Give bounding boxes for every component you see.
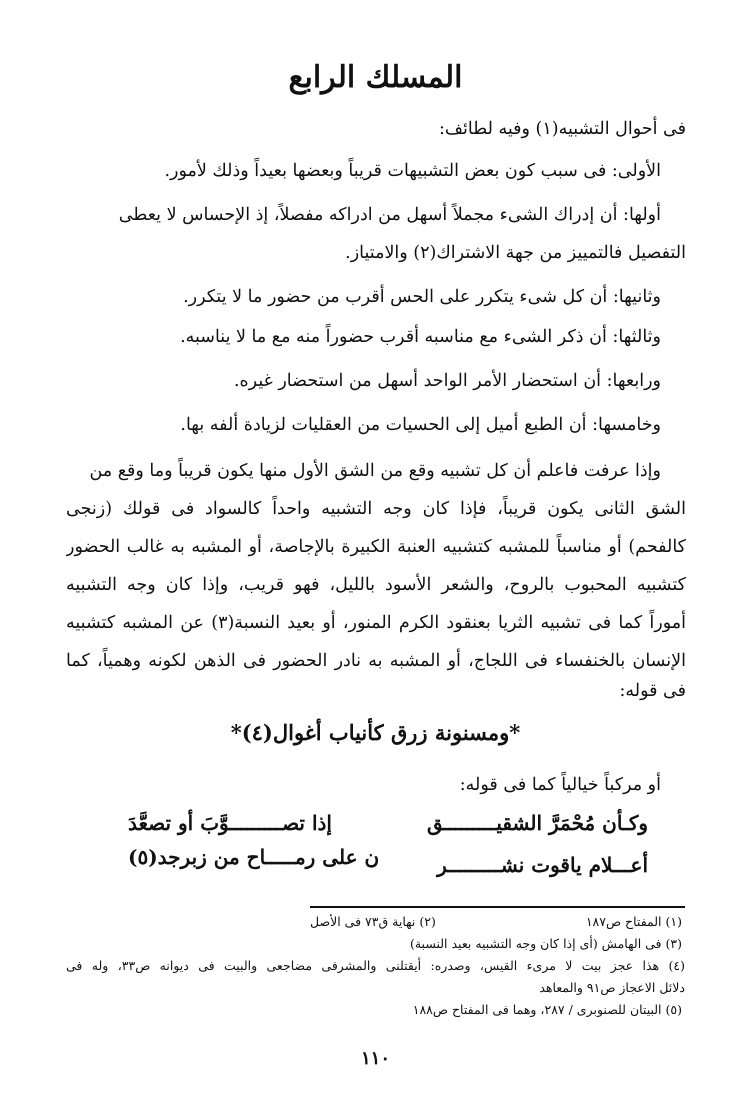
reason-2-label: وثانيها: [612, 287, 661, 307]
reason-1-line-1 [66, 200, 661, 230]
paragraph-line-2: الشق الثانى يكون قريباً، فإذا كان وجه التشبيه واحداً كالسواد فى قولك (زنجى [66, 499, 686, 519]
first-point-label: الأولى: [611, 161, 661, 181]
paragraph-line-4: كتشبيه المحبوب بالروح، والشعر الأسود بالليل، فهو قريب، وإذا كان وجه التشبيه [66, 575, 686, 595]
footnote-1: (١) المفتاح ص١٨٧ [585, 914, 682, 929]
reason-1-label: أولها: [623, 205, 661, 225]
paragraph-line-3: كالفحم) أو مناسباً للمشبه كتشبيه العنبة الكبيرة بالإجاصة، أو المشبه به غالب الحضور [66, 537, 686, 557]
verse-1-right-hemistich: وكـأن مُحْمَرَّ الشقيـــــــــق [426, 811, 648, 835]
reason-3-label: وثالثها: [612, 327, 661, 347]
footnote-divider [310, 906, 685, 908]
reason-1-line-2: التفصيل فالتمييز من جهة الاشتراك(٢) والامتياز. [345, 243, 686, 263]
first-point-text: فى سبب كون بعض التشبيهات قريباً وبعضها بعيداً وذلك لأمور. [164, 161, 607, 181]
quoted-hemistich: *ومسنونة زرق كأنياب أغوال(٤)* [230, 720, 521, 745]
verse-1-left-hemistich: إذا تصـــــــــوَّبَ أو تصعَّدَ [128, 811, 332, 835]
reason-4 [66, 366, 661, 396]
second-intro-line: أو مركباً خيالياً كما فى قوله: [459, 775, 661, 795]
paragraph-line-6: الإنسان بالخنفساء فى اللجاج، أو المشبه به نادر الحضور فى الذهن لكونه وهمياً، كما [66, 651, 686, 671]
footnote-5: (٥) البيتان للصنوبرى / ٢٨٧، وهما فى المفتاح ص١٨٨ [412, 1002, 682, 1017]
intro-line: فى أحوال التشبيه(١) وفيه لطائف: [439, 119, 686, 139]
footnote-3: (٣) فى الهامش (أى إذا كان وجه التشبيه بعيد النسبة) [409, 936, 682, 951]
paragraph-line-7: فى قوله: [619, 681, 686, 701]
reason-5-text: أن الطبع أميل إلى الحسيات من العقليات لزيادة ألفه بها. [180, 415, 587, 435]
reason-5 [66, 410, 661, 440]
chapter-heading: المسلك الرابع [288, 60, 463, 95]
verse-2-right-hemistich: أعـــلام ياقوت نشـــــــــر [437, 853, 648, 877]
page-number: ١١٠ [360, 1048, 390, 1069]
footnote-2: (٢) نهاية ق٧٣ فى الأصل [310, 914, 436, 929]
reason-2 [66, 282, 661, 312]
paragraph-line-5: أموراً كما فى تشبيه الثريا بعنقود الكرم المنور، أو بعيد النسبة(٣) عن المشبه كتشبيه [66, 613, 686, 633]
verse-2-left-hemistich: ن على رمـــــاح من زبرجد(٥) [128, 845, 380, 869]
reason-4-label: ورابعها: [606, 371, 661, 391]
footnote-4-line-1: (٤) هذا عجز بيت لا مرىء القيس، وصدره: أيقتلنى والمشرفى مضاجعى والبيت فى ديوانه ص٣٣، وله فى [66, 958, 685, 973]
reason-1-text: أن إدراك الشىء مجملاً أسهل من ادراكه مفصلاً، إذ الإحساس لا يعطى [118, 205, 618, 225]
first-point [66, 156, 661, 186]
reason-3-text: أن ذكر الشىء مع مناسبه أقرب حضوراً منه مع ما لا يناسبه. [180, 327, 607, 347]
paragraph-line-1: وإذا عرفت فاعلم أن كل تشبيه وقع من الشق الأول منها يكون قريباً وما وقع من [89, 461, 661, 481]
reason-2-text: أن كل شىء يتكرر على الحس أقرب من حضور ما لا يتكرر. [183, 287, 608, 307]
footnote-4-line-2: دلائل الاعجاز ص٩١ والمعاهد [539, 980, 685, 995]
reason-4-text: أن استحضار الأمر الواحد أسهل من استحضار غيره. [233, 371, 602, 391]
reason-5-label: وخامسها: [592, 415, 661, 435]
reason-3 [66, 322, 661, 352]
